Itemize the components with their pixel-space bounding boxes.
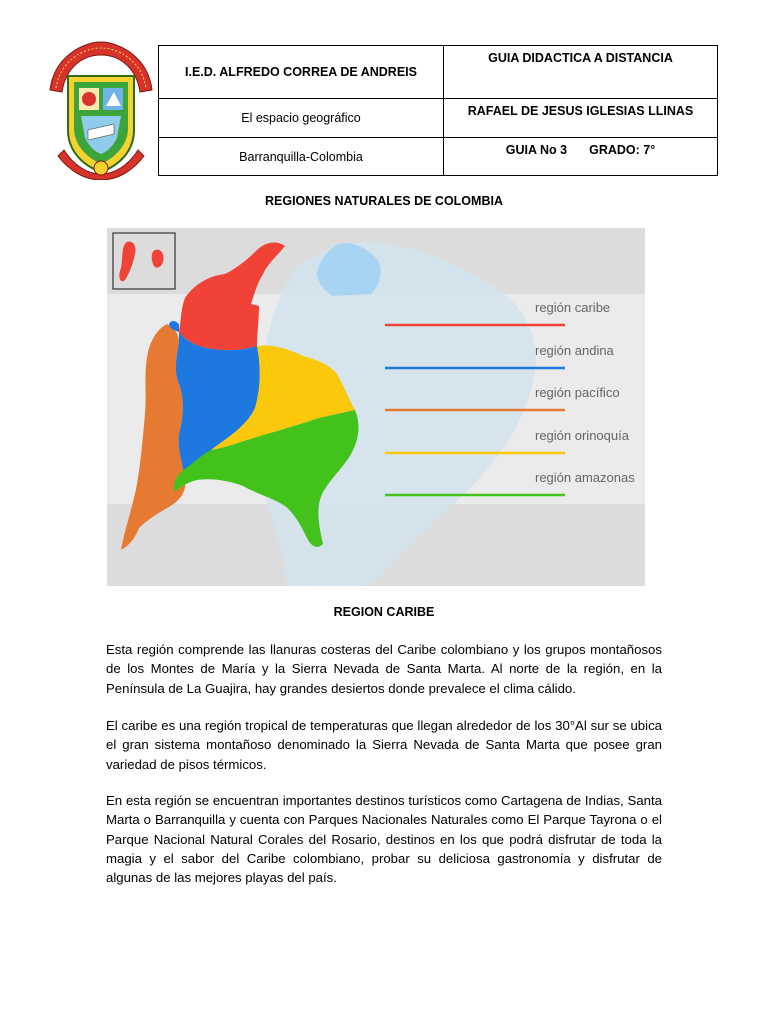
paragraph-2: El caribe es una región tropical de temperaturas que llegan alrededor de los 30°Al sur se ubica el gran sistema montañoso denominado la Sierra Nevada de Santa Marta que posee gran variedad de pisos térmicos. (106, 718, 662, 772)
legend-label-andina: región andina (535, 343, 614, 358)
colombia-regions-map (107, 228, 645, 586)
legend-label-pacifico: región pacífico (535, 385, 620, 400)
guide-number: GUIA No 3 (505, 143, 568, 157)
legend-label-orinoquia: región orinoquía (535, 428, 629, 443)
legend-label-caribe: región caribe (535, 300, 611, 315)
section-title: REGION CARIBE (333, 605, 435, 619)
city: Barranquilla-Colombia (159, 138, 444, 176)
legend-label-amazonas: región amazonas (535, 470, 635, 485)
subject: El espacio geográfico (159, 99, 444, 138)
school-name: I.E.D. ALFREDO CORREA DE ANDREIS (159, 46, 444, 99)
main-title: REGIONES NATURALES DE COLOMBIA (265, 194, 503, 208)
paragraph-1: Esta región comprende las llanuras costeras del Caribe colombiano y los grupos montañosos de los Montes de María y la Sierra Nevada de Santa Marta. Al norte de la región, en la Península de La Guajira, hay grandes desiertos donde prevalece el clima cálido. (106, 642, 662, 696)
paragraph-3: En esta región se encuentran importantes destinos turísticos como Cartagena de Indias, Santa Marta o Barranquilla y cuenta con Parques Nacionales Naturales como El Parque Tayrona o el Parque Nacional Natural Corales del Rosario, destinos en los que podrá disfrutar de toda la magia y el sabor del Caribe colombiano, probar su deliciosa gastronomía y disfrutar de algunas de las mejores playas del país. (106, 793, 662, 886)
guide-grade-cell (444, 138, 718, 176)
school-crest-logo (44, 38, 158, 180)
grade: GRADO: 7° (589, 143, 656, 157)
teacher-name: RAFAEL DE JESUS IGLESIAS LLINAS (444, 99, 718, 138)
guide-type: GUIA DIDACTICA A DISTANCIA (444, 46, 718, 99)
header-table (158, 45, 718, 176)
